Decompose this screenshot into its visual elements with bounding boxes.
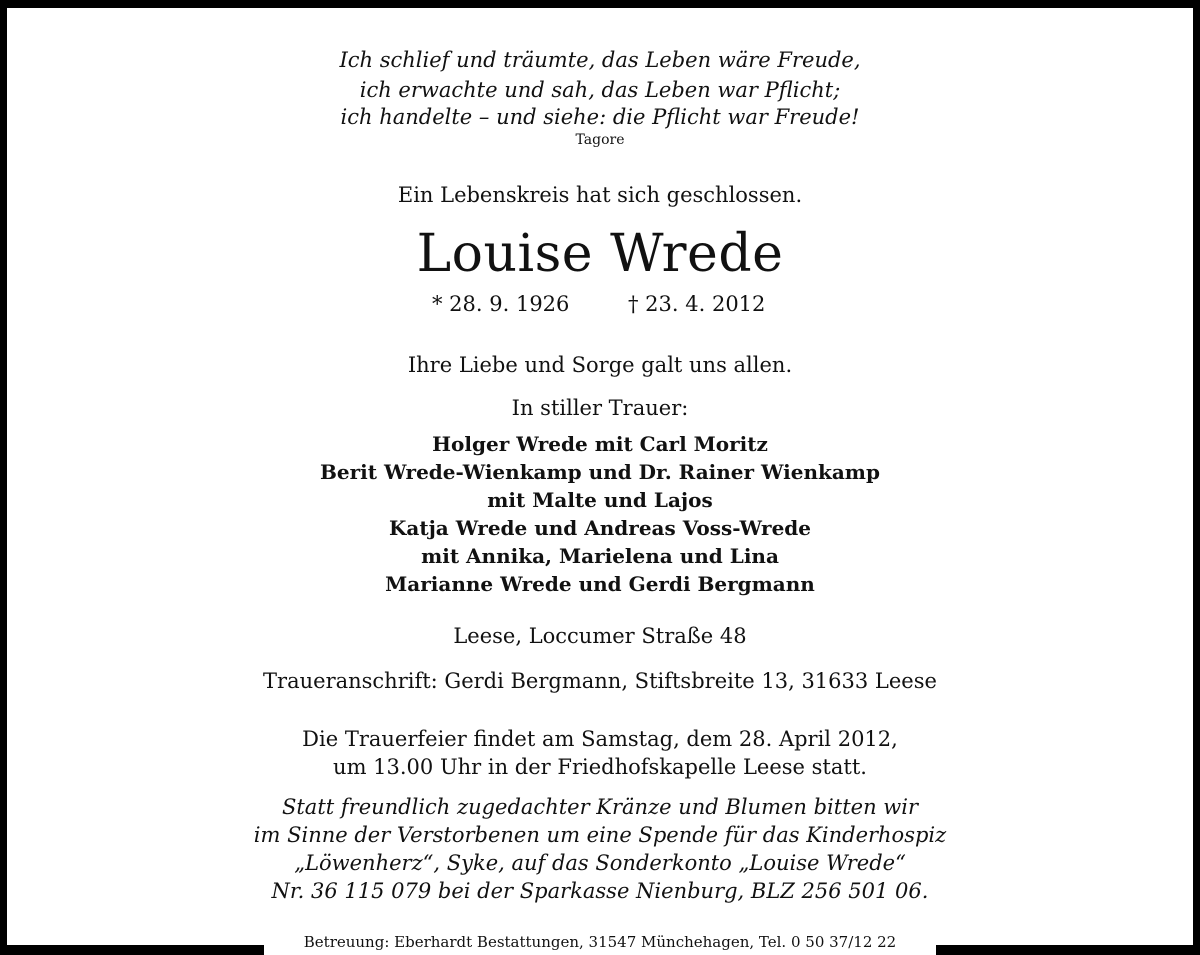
footer-credit: Betreuung: Eberhardt Bestattungen, 31547 Münchehagen, Tel. 0 50 37/12 22 bbox=[264, 930, 936, 955]
poem-author: Tagore bbox=[575, 132, 625, 148]
donation-line-3: „Löwenherz“, Syke, auf das Sonderkonto „Louise Wrede“ bbox=[294, 851, 906, 875]
mourning-label: In stiller Trauer: bbox=[511, 396, 689, 420]
family-line-1: Holger Wrede mit Carl Moritz bbox=[432, 432, 768, 456]
intro-text: Ein Lebenskreis hat sich geschlossen. bbox=[397, 183, 803, 207]
family-line-5: mit Annika, Marielena und Lina bbox=[421, 544, 779, 568]
birth-date: * 28. 9. 1926 bbox=[432, 292, 570, 316]
deceased-name: Louise Wrede bbox=[416, 224, 784, 284]
mourning-address: Traueranschrift: Gerdi Bergmann, Stiftsbreite 13, 31633 Leese bbox=[263, 669, 937, 693]
family-line-2: Berit Wrede-Wienkamp und Dr. Rainer Wienkamp bbox=[320, 460, 880, 484]
residence-address: Leese, Loccumer Straße 48 bbox=[453, 624, 747, 648]
tribute-text: Ihre Liebe und Sorge galt uns allen. bbox=[407, 353, 793, 377]
poem-line-3: ich handelte – und siehe: die Pflicht war Freude! bbox=[340, 105, 860, 129]
family-line-6: Marianne Wrede und Gerdi Bergmann bbox=[385, 572, 815, 596]
ceremony-line-1: Die Trauerfeier findet am Samstag, dem 28. April 2012, bbox=[302, 727, 898, 751]
donation-line-1: Statt freundlich zugedachter Kränze und Blumen bitten wir bbox=[281, 795, 919, 819]
donation-line-2: im Sinne der Verstorbenen um eine Spende für das Kinderhospiz bbox=[253, 823, 947, 847]
ceremony-line-2: um 13.00 Uhr in der Friedhofskapelle Leese statt. bbox=[333, 755, 867, 779]
family-line-4: Katja Wrede und Andreas Voss-Wrede bbox=[388, 516, 812, 540]
poem-line-2: ich erwachte und sah, das Leben war Pflicht; bbox=[359, 78, 841, 102]
death-date: † 23. 4. 2012 bbox=[628, 292, 766, 316]
poem-line-1: Ich schlief und träumte, das Leben wäre Freude, bbox=[339, 48, 861, 72]
family-line-3: mit Malte und Lajos bbox=[487, 488, 713, 512]
donation-line-4: Nr. 36 115 079 bei der Sparkasse Nienburg, BLZ 256 501 06. bbox=[271, 879, 929, 903]
